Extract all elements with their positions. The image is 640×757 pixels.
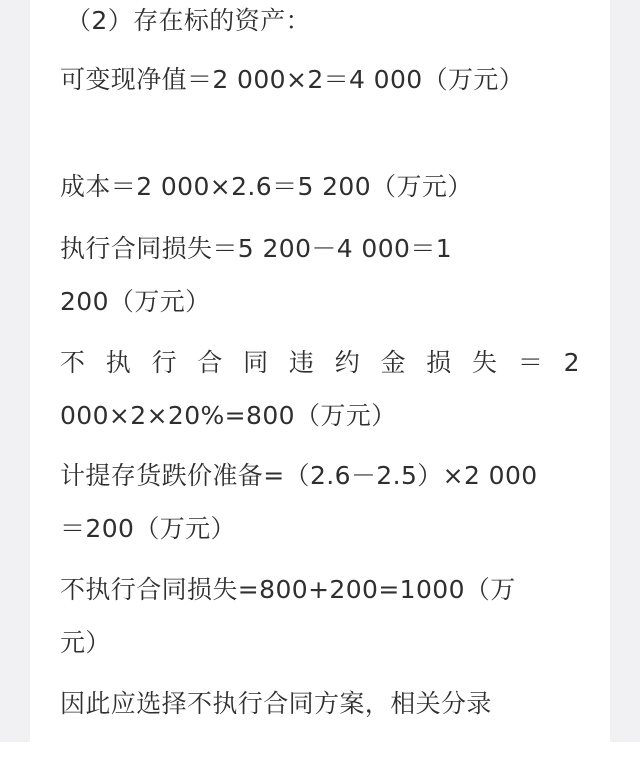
justified-char: 失 [472, 348, 498, 377]
justified-char: 行 [151, 348, 177, 377]
text-line-7: 000×2×20%=800（万元） [60, 401, 397, 430]
text-line-9: ＝200（万元） [60, 514, 236, 543]
text-line-5: 200（万元） [60, 287, 211, 316]
justified-char: 约 [334, 348, 361, 377]
text-line-10: 不执行合同损失=800+200=1000（万 [60, 575, 516, 604]
justified-char: 不 [60, 348, 86, 377]
bottom-edge [0, 742, 640, 757]
text-line-3: 成本＝2 000×2.6＝5 200（万元） [60, 172, 473, 201]
text-line-2: 可变现净值＝2 000×2＝4 000（万元） [60, 65, 525, 94]
text-line-6 [60, 348, 580, 378]
text-line-1: （2）存在标的资产： [66, 6, 311, 35]
justified-char: 同 [243, 348, 269, 377]
justified-char: 2 [563, 348, 580, 377]
text-line-12: 因此应选择不执行合同方案，相关分录 [60, 689, 492, 718]
text-line-8: 计提存货跌价准备=（2.6－2.5）×2 000 [60, 461, 538, 490]
justified-char: 违 [288, 348, 315, 377]
justified-char: 合 [197, 348, 223, 377]
content-card [30, 0, 610, 757]
text-line-4: 执行合同损失＝5 200－4 000＝1 [60, 234, 453, 263]
justified-char: ＝ [517, 348, 544, 377]
justified-char: 金 [380, 348, 406, 377]
text-line-11: 元） [60, 628, 111, 657]
justified-char: 执 [105, 348, 132, 377]
text-line-6-content [60, 348, 580, 378]
justified-char: 损 [426, 348, 452, 377]
